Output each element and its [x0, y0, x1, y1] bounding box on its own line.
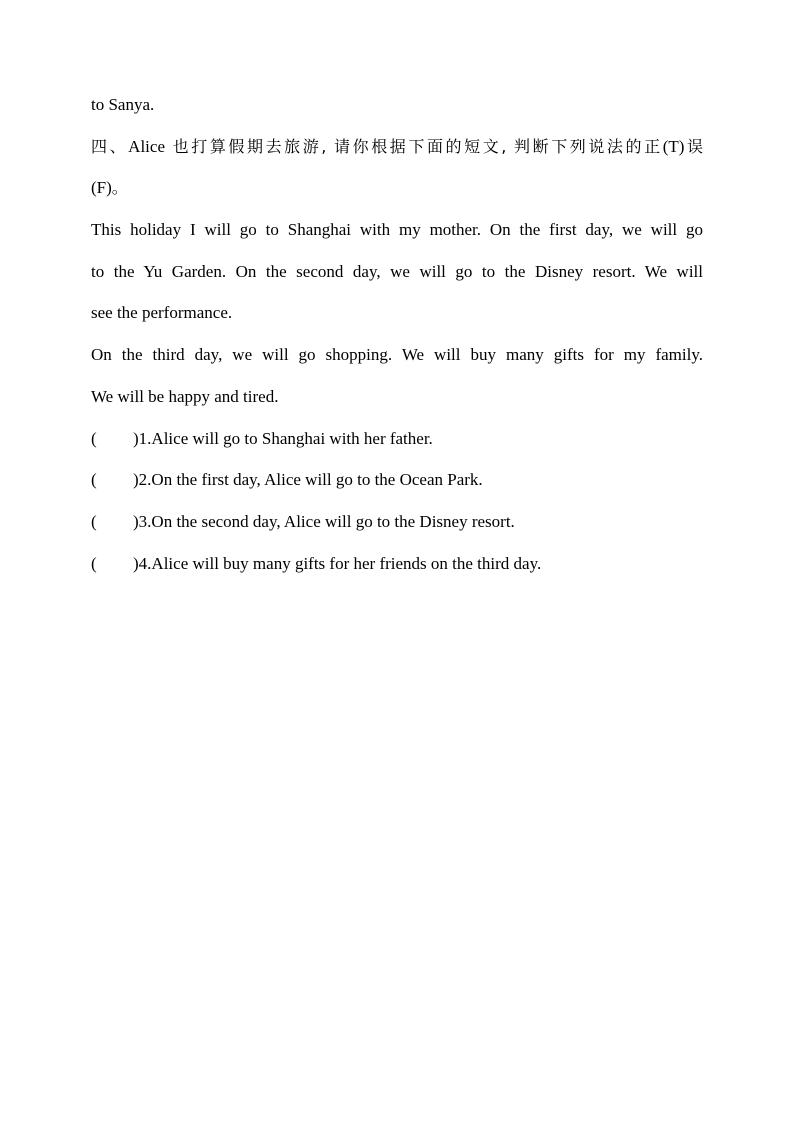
wrong-label: 误 [684, 136, 703, 156]
question-item [91, 543, 703, 585]
heading-period: 。 [111, 178, 128, 198]
question-text: Alice will buy many gifts for her friends on the third day. [151, 553, 542, 573]
answer-blank-close: ) [133, 511, 139, 531]
section-instruction: 也打算假期去旅游, 请你根据下面的短文, 判断下列说法的正 [165, 136, 663, 156]
true-mark: (T) [662, 136, 685, 156]
answer-blank-close: ) [133, 428, 139, 448]
previous-passage-text: to Sanya. [91, 95, 155, 114]
question-text: On the first day, Alice will go to the Ocean Park. [151, 470, 483, 490]
false-mark: (F) [91, 178, 112, 198]
passage-line-3: see the performance. [91, 303, 233, 323]
question-item [91, 501, 703, 543]
answer-blank-close: ) [133, 470, 139, 490]
passage-line-2: to the Yu Garden. On the second day, we will go to the Disney resort. We will [91, 261, 703, 281]
question-text: On the second day, Alice will go to the Disney resort. [151, 511, 515, 531]
question-number: 3. [138, 511, 152, 531]
previous-passage-ending [91, 84, 703, 126]
section-heading [91, 126, 703, 168]
question-text: Alice will go to Shanghai with her father. [151, 428, 433, 448]
passage-line-4: On the third day, we will go shopping. We will buy many gifts for my family. [91, 345, 703, 365]
question-item [91, 459, 703, 501]
question-number: 4. [138, 553, 152, 573]
answer-blank-open[interactable]: ( [91, 511, 97, 531]
question-item [91, 418, 703, 460]
answer-blank-open[interactable]: ( [91, 553, 97, 573]
section-name: Alice [128, 136, 165, 156]
passage-line-1: This holiday I will go to Shanghai with my mother. On the first day, we will go [91, 220, 703, 240]
section-heading-continued [91, 167, 703, 209]
question-number: 1. [138, 428, 152, 448]
worksheet-page [91, 84, 703, 584]
question-number: 2. [138, 470, 152, 490]
answer-blank-close: ) [133, 553, 139, 573]
answer-blank-open[interactable]: ( [91, 470, 97, 490]
passage-line-5: We will be happy and tired. [91, 386, 279, 406]
answer-blank-open[interactable]: ( [91, 428, 97, 448]
section-number: 四、 [91, 136, 129, 156]
